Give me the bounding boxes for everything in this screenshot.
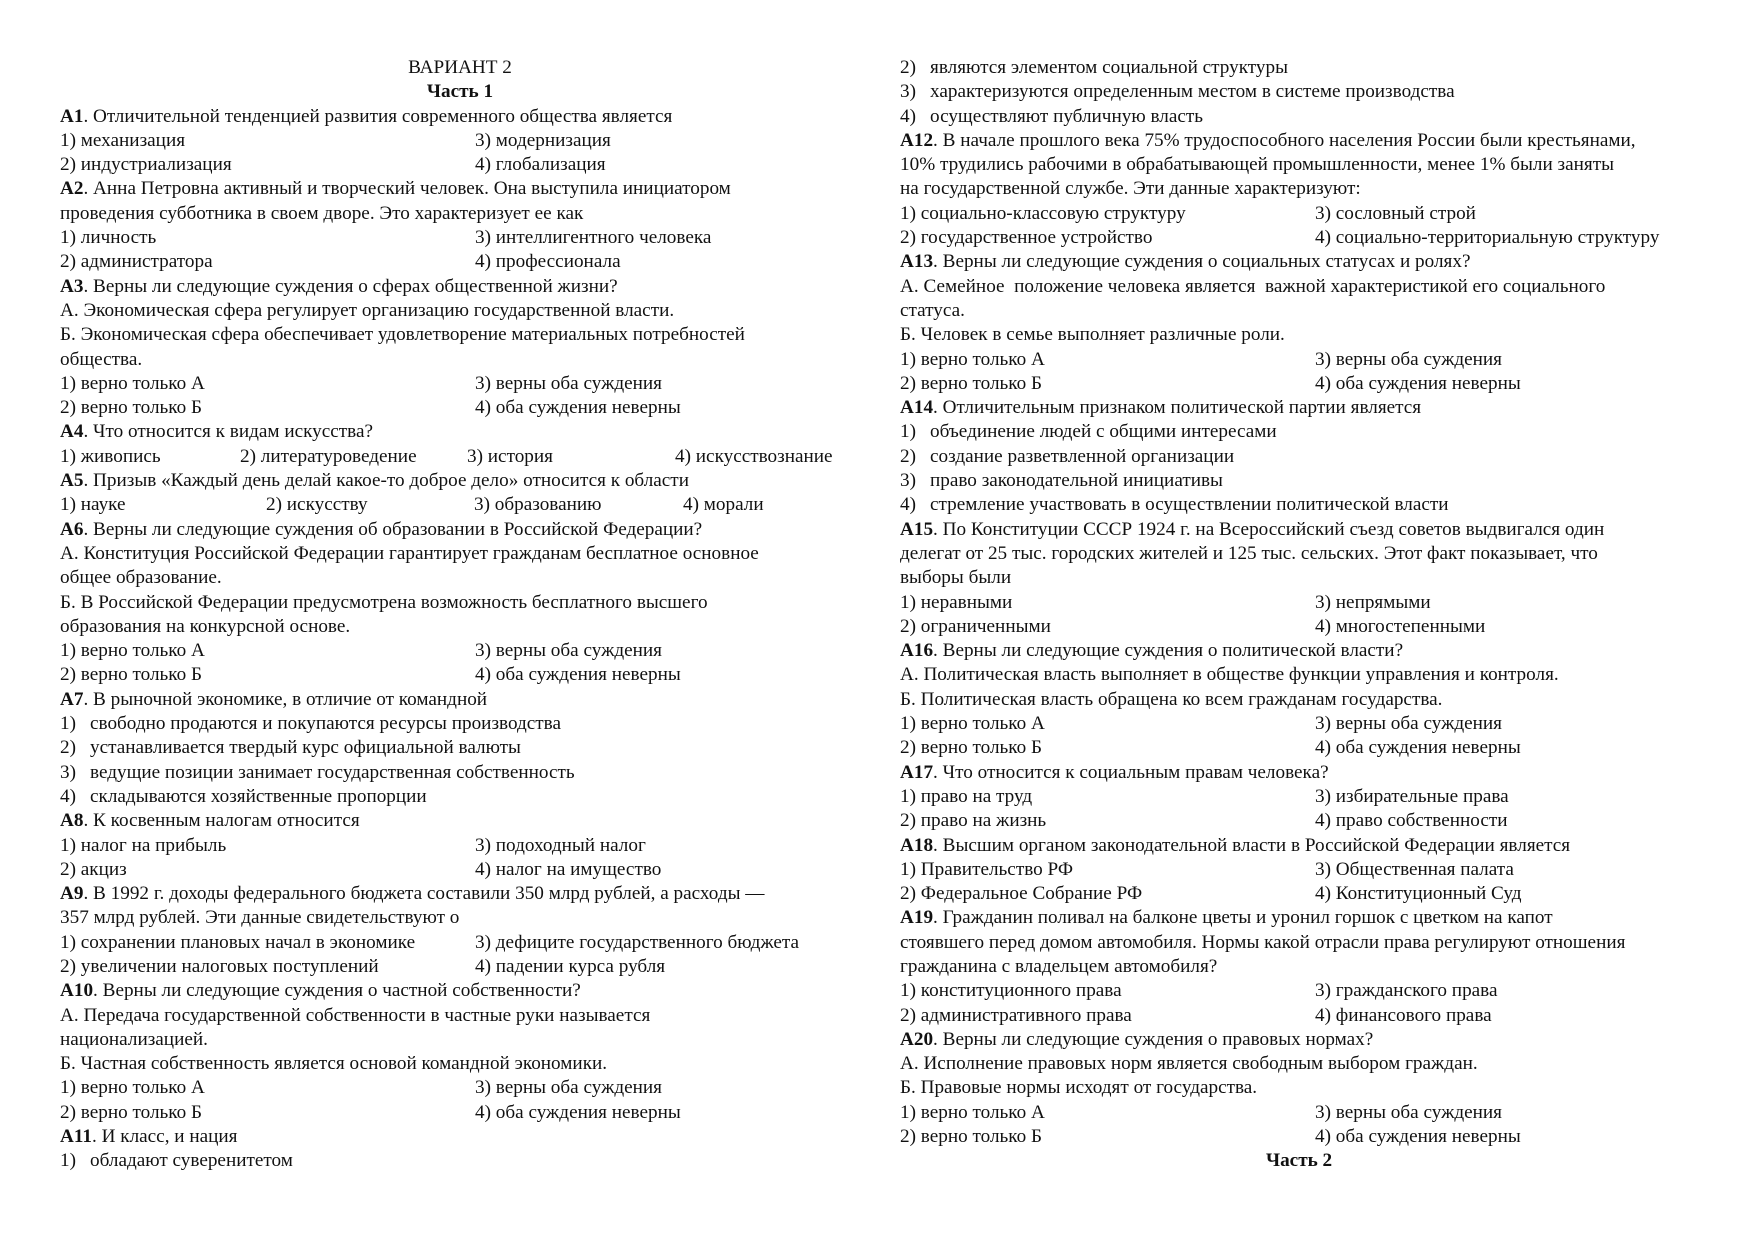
answer-option: 1) неравными [900,591,1013,613]
answer-option: 4) налог на имущество [475,858,662,880]
option-number: 4) [900,494,916,516]
question-text: . По Конституции СССР 1924 г. на Всероссийский съезд советов выдвигался один [933,518,1605,540]
answer-option: 2) искусству [266,494,368,516]
question-text: . Верны ли следующие суждения о правовых нормах? [933,1028,1374,1050]
answer-option [900,445,1730,469]
right-column [900,56,1730,1174]
question-a8 [60,809,860,833]
question-number: А8 [60,810,84,832]
question-number: А20 [900,1028,934,1050]
question-number: А15 [900,518,934,540]
option-number: 4) [900,105,916,127]
question-number: А5 [60,470,84,492]
option-number: 1) [60,713,76,735]
answer-option: 2) верно только Б [900,372,1043,394]
answer-option [900,420,1730,444]
option-number: 2) [900,57,916,78]
answer-row [900,858,1730,882]
question-number: А3 [60,275,84,297]
question-a6 [60,518,860,542]
option-number: 1) [900,421,916,443]
answer-row [60,834,860,858]
question-a5 [60,469,860,493]
question-a16 [900,639,1730,663]
answer-option [900,80,1730,104]
answer-option: 2) верно только Б [60,1101,203,1123]
answer-option: 1) верно только А [900,348,1045,370]
answer-option: 1) социально-классовую структуру [900,202,1186,224]
answer-option: 3) верны оба суждения [1315,1101,1502,1123]
answer-option: 2) увеличении налоговых поступлений [60,955,379,977]
answer-row [900,809,1730,833]
answer-row [60,1076,860,1100]
answer-option: 3) верны оба суждения [475,372,662,394]
option-number: 2) [900,445,916,467]
question-a3 [60,275,860,299]
answer-option: 2) государственное устройство [900,227,1153,249]
answer-option: 4) морали [683,494,764,516]
statement-b: Б. Человек в семье выполняет различные роли. [900,324,1285,346]
answer-option: 2) верно только Б [60,664,203,686]
option-number: 4) [60,785,76,807]
question-number: А17 [900,761,934,783]
answer-option: 4) оба суждения неверны [475,1101,681,1123]
question-a9 [60,882,860,906]
question-a12 [900,129,1730,153]
answer-row [900,348,1730,372]
answer-row [900,1101,1730,1125]
question-number: А13 [900,251,934,273]
answer-option: 2) верно только Б [60,397,203,419]
statement-b-cont: общества. [60,348,143,370]
answer-option: 3) Общественная палата [1315,858,1514,880]
question-text: . Верны ли следующие суждения о социальных статусах и ролях? [933,251,1471,273]
option-text: свободно продаются и покупаются ресурсы производства [90,713,561,735]
statement-a: А. Экономическая сфера регулирует организацию государственной власти. [60,299,675,321]
answer-row [900,372,1730,396]
question-a4 [60,420,860,444]
answer-row [60,372,860,396]
question-text: . Что относится к социальным правам человека? [933,761,1329,783]
question-text-line: делегат от 25 тыс. городских жителей и 125 тыс. сельских. Этот факт показывает, что [900,542,1598,564]
answer-option: 3) интеллигентного человека [475,227,712,249]
answer-row [60,445,860,469]
question-number: А6 [60,518,84,540]
option-text: устанавливается твердый курс официальной валюты [90,737,521,759]
answer-option: 2) верно только Б [900,737,1043,759]
statement-b-cont: образования на конкурсной основе. [60,615,351,637]
question-text: . Верны ли следующие суждения о частной собственности? [93,980,581,1002]
question-number: А7 [60,688,84,710]
option-text: право законодательной инициативы [930,470,1223,492]
option-text: характеризуются определенным местом в системе производства [930,81,1455,103]
part1-heading: Часть 1 [426,81,494,103]
answer-option: 1) право на труд [900,785,1033,807]
answer-row [900,591,1730,615]
answer-option: 3) избирательные права [1315,785,1509,807]
question-a18 [900,834,1730,858]
option-text: являются элементом социальной структуры [930,57,1289,78]
question-text: . Верны ли следующие суждения о политической власти? [933,640,1404,662]
answer-option: 2) верно только Б [900,1126,1043,1148]
answer-option [60,1149,860,1173]
answer-option [900,105,1730,129]
answer-option: 4) падении курса рубля [475,955,666,977]
statement-a-cont: статуса. [900,299,965,321]
answer-option: 4) оба суждения неверны [475,664,681,686]
answer-row [900,736,1730,760]
answer-option: 2) администратора [60,251,213,273]
answer-row [900,1004,1730,1028]
question-number: А19 [900,907,934,929]
option-text: стремление участвовать в осуществлении политической власти [930,494,1449,516]
statement-b: Б. В Российской Федерации предусмотрена возможность бесплатного высшего [60,591,708,613]
answer-option: 1) механизация [60,129,186,151]
question-text-line: стоявшего перед домом автомобиля. Нормы какой отрасли права регулируют отношения [900,931,1626,953]
statement-b: Б. Частная собственность является основой командной экономики. [60,1053,608,1075]
answer-row [900,202,1730,226]
statement-a: А. Исполнение правовых норм является свободным выбором граждан. [900,1053,1478,1075]
answer-option: 4) оба суждения неверны [1315,1126,1521,1148]
question-a13 [900,250,1730,274]
statement-a: А. Передача государственной собственности в частные руки называется [60,1004,651,1026]
answer-option: 4) профессионала [475,251,621,273]
answer-option: 1) верно только А [60,372,205,394]
answer-option: 1) живопись [60,445,161,467]
answer-option [60,736,860,760]
statement-b: Б. Экономическая сфера обеспечивает удовлетворение материальных потребностей [60,324,745,346]
answer-option: 4) оба суждения неверны [1315,372,1521,394]
answer-row [60,493,860,517]
statement-a-cont: общее образование. [60,567,222,589]
question-number: А10 [60,980,94,1002]
answer-row [60,129,860,153]
answer-option: 4) финансового права [1315,1004,1492,1026]
option-text: создание разветвленной организации [930,445,1235,467]
option-number: 2) [60,737,76,759]
answer-option: 3) образованию [474,494,602,516]
answer-option: 3) верны оба суждения [1315,348,1502,370]
variant-title: ВАРИАНТ 2 [408,57,512,78]
answer-row [900,712,1730,736]
answer-option: 1) науке [60,494,126,516]
answer-option: 1) верно только А [60,640,205,662]
answer-option: 3) подоходный налог [475,834,646,856]
question-a7 [60,688,860,712]
question-text: . Отличительной тенденцией развития современного общества является [83,105,673,127]
answer-row [60,639,860,663]
answer-row [900,226,1730,250]
answer-row [900,1125,1730,1149]
option-text: ведущие позиции занимает государственная собственность [90,761,575,783]
answer-row [900,882,1730,906]
question-text: . Анна Петровна активный и творческий человек. Она выступила инициатором [83,178,731,200]
question-number: А4 [60,421,84,443]
statement-a: А. Конституция Российской Федерации гарантирует гражданам бесплатное основное [60,542,759,564]
answer-row [60,663,860,687]
question-a20 [900,1028,1730,1052]
statement-a: А. Политическая власть выполняет в обществе функции управления и контроля. [900,664,1559,686]
question-text: . Верны ли следующие суждения о сферах общественной жизни? [83,275,618,297]
answer-option: 2) административного права [900,1004,1132,1026]
answer-option: 2) ограниченными [900,615,1051,637]
question-number: А14 [900,397,934,419]
answer-option [60,785,860,809]
answer-row [60,226,860,250]
question-a14 [900,396,1730,420]
question-text: . В 1992 г. доходы федерального бюджета составили 350 млрд рублей, а расходы — [83,883,765,905]
question-number: А12 [900,129,934,151]
left-column [60,56,860,1174]
answer-row [60,858,860,882]
question-number: А9 [60,883,84,905]
answer-row [900,785,1730,809]
answer-option: 4) оба суждения неверны [1315,737,1521,759]
answer-option: 4) Конституционный Суд [1315,883,1522,905]
answer-option: 1) личность [60,227,157,249]
answer-option [60,761,860,785]
question-a17 [900,761,1730,785]
answer-option: 1) верно только А [900,713,1045,735]
answer-row [60,396,860,420]
answer-row [60,931,860,955]
option-text: объединение людей с общими интересами [930,421,1277,443]
answer-option [900,493,1730,517]
question-text: . В начале прошлого века 75% трудоспособного населения России были крестьянами, [933,129,1636,151]
answer-option: 3) модернизация [475,129,611,151]
question-text: . К косвенным налогам относится [83,810,360,832]
answer-option: 3) гражданского права [1315,980,1498,1002]
option-number: 3) [900,81,916,103]
answer-option: 1) верно только А [900,1101,1045,1123]
question-text-line: выборы были [900,567,1012,589]
answer-row [60,153,860,177]
answer-row [60,250,860,274]
question-a2 [60,177,860,201]
question-number: А1 [60,105,84,127]
question-number: А16 [900,640,934,662]
question-a19 [900,906,1730,930]
answer-option: 2) Федеральное Собрание РФ [900,883,1143,905]
answer-option [60,712,860,736]
question-text: . Верны ли следующие суждения об образовании в Российской Федерации? [83,518,703,540]
answer-row [900,615,1730,639]
option-number: 3) [60,761,76,783]
answer-option: 3) сословный строй [1315,202,1476,224]
option-number: 1) [60,1150,76,1172]
part2-heading: Часть 2 [1266,1150,1333,1172]
question-text-line: 10% трудились рабочими в обрабатывающей промышленности, менее 1% были заняты [900,154,1614,176]
answer-option: 1) конституционного права [900,980,1122,1002]
question-text-line: на государственной службе. Эти данные характеризуют: [900,178,1361,200]
statement-b: Б. Политическая власть обращена ко всем гражданам государства. [900,688,1443,710]
answer-option: 4) социально-территориальную структуру [1315,227,1660,249]
question-number: А18 [900,834,934,856]
option-number: 3) [900,470,916,492]
answer-option: 4) многостепенными [1315,615,1486,637]
statement-a-cont: национализацией. [60,1028,208,1050]
question-text: . И класс, и нация [92,1126,238,1148]
question-a15 [900,518,1730,542]
answer-option: 4) право собственности [1315,810,1508,832]
question-text: . Что относится к видам искусства? [83,421,373,443]
answer-option: 3) дефиците государственного бюджета [475,931,800,953]
option-text: обладают суверенитетом [90,1150,293,1172]
question-a11 [60,1125,860,1149]
answer-option: 3) верны оба суждения [475,1077,662,1099]
answer-option: 4) оба суждения неверны [475,397,681,419]
answer-option: 1) сохранении плановых начал в экономике [60,931,416,953]
question-text-line: 357 млрд рублей. Эти данные свидетельствуют о [60,907,460,929]
answer-option: 1) Правительство РФ [900,858,1074,880]
statement-b: Б. Правовые нормы исходят от государства. [900,1077,1258,1099]
option-text: осуществляют публичную власть [930,105,1203,127]
question-a10 [60,979,860,1003]
answer-row [900,979,1730,1003]
answer-row [60,955,860,979]
answer-row [60,1101,860,1125]
question-text: . Отличительным признаком политической партии является [933,397,1422,419]
answer-option: 2) индустриализация [60,154,232,176]
question-text-line: гражданина с владельцем автомобиля? [900,955,1218,977]
answer-option: 1) верно только А [60,1077,205,1099]
answer-option: 1) налог на прибыль [60,834,227,856]
answer-option: 3) история [467,445,553,467]
question-text: . Гражданин поливал на балконе цветы и уронил горшок с цветком на капот [933,907,1553,929]
answer-option: 2) право на жизнь [900,810,1047,832]
answer-option [900,56,1730,80]
question-text: . Высшим органом законодательной власти в Российской Федерации является [933,834,1571,856]
answer-option [900,469,1730,493]
question-text-line: проведения субботника в своем дворе. Это характеризует ее как [60,202,584,224]
answer-option: 2) акциз [60,858,127,880]
answer-option: 4) искусствознание [675,445,833,467]
question-number: А11 [60,1126,92,1148]
statement-a: А. Семейное положение человека является важной характеристикой его социального [900,275,1606,297]
question-text: . Призыв «Каждый день делай какое-то доброе дело» относится к области [83,470,689,492]
option-text: складываются хозяйственные пропорции [90,785,427,807]
answer-option: 3) верны оба суждения [475,640,662,662]
question-text: . В рыночной экономике, в отличие от командной [83,688,488,710]
answer-option: 3) верны оба суждения [1315,713,1502,735]
answer-option: 2) литературоведение [240,445,417,467]
question-number: А2 [60,178,84,200]
answer-option: 4) глобализация [475,154,606,176]
answer-option: 3) непрямыми [1315,591,1431,613]
question-a1 [60,105,860,129]
